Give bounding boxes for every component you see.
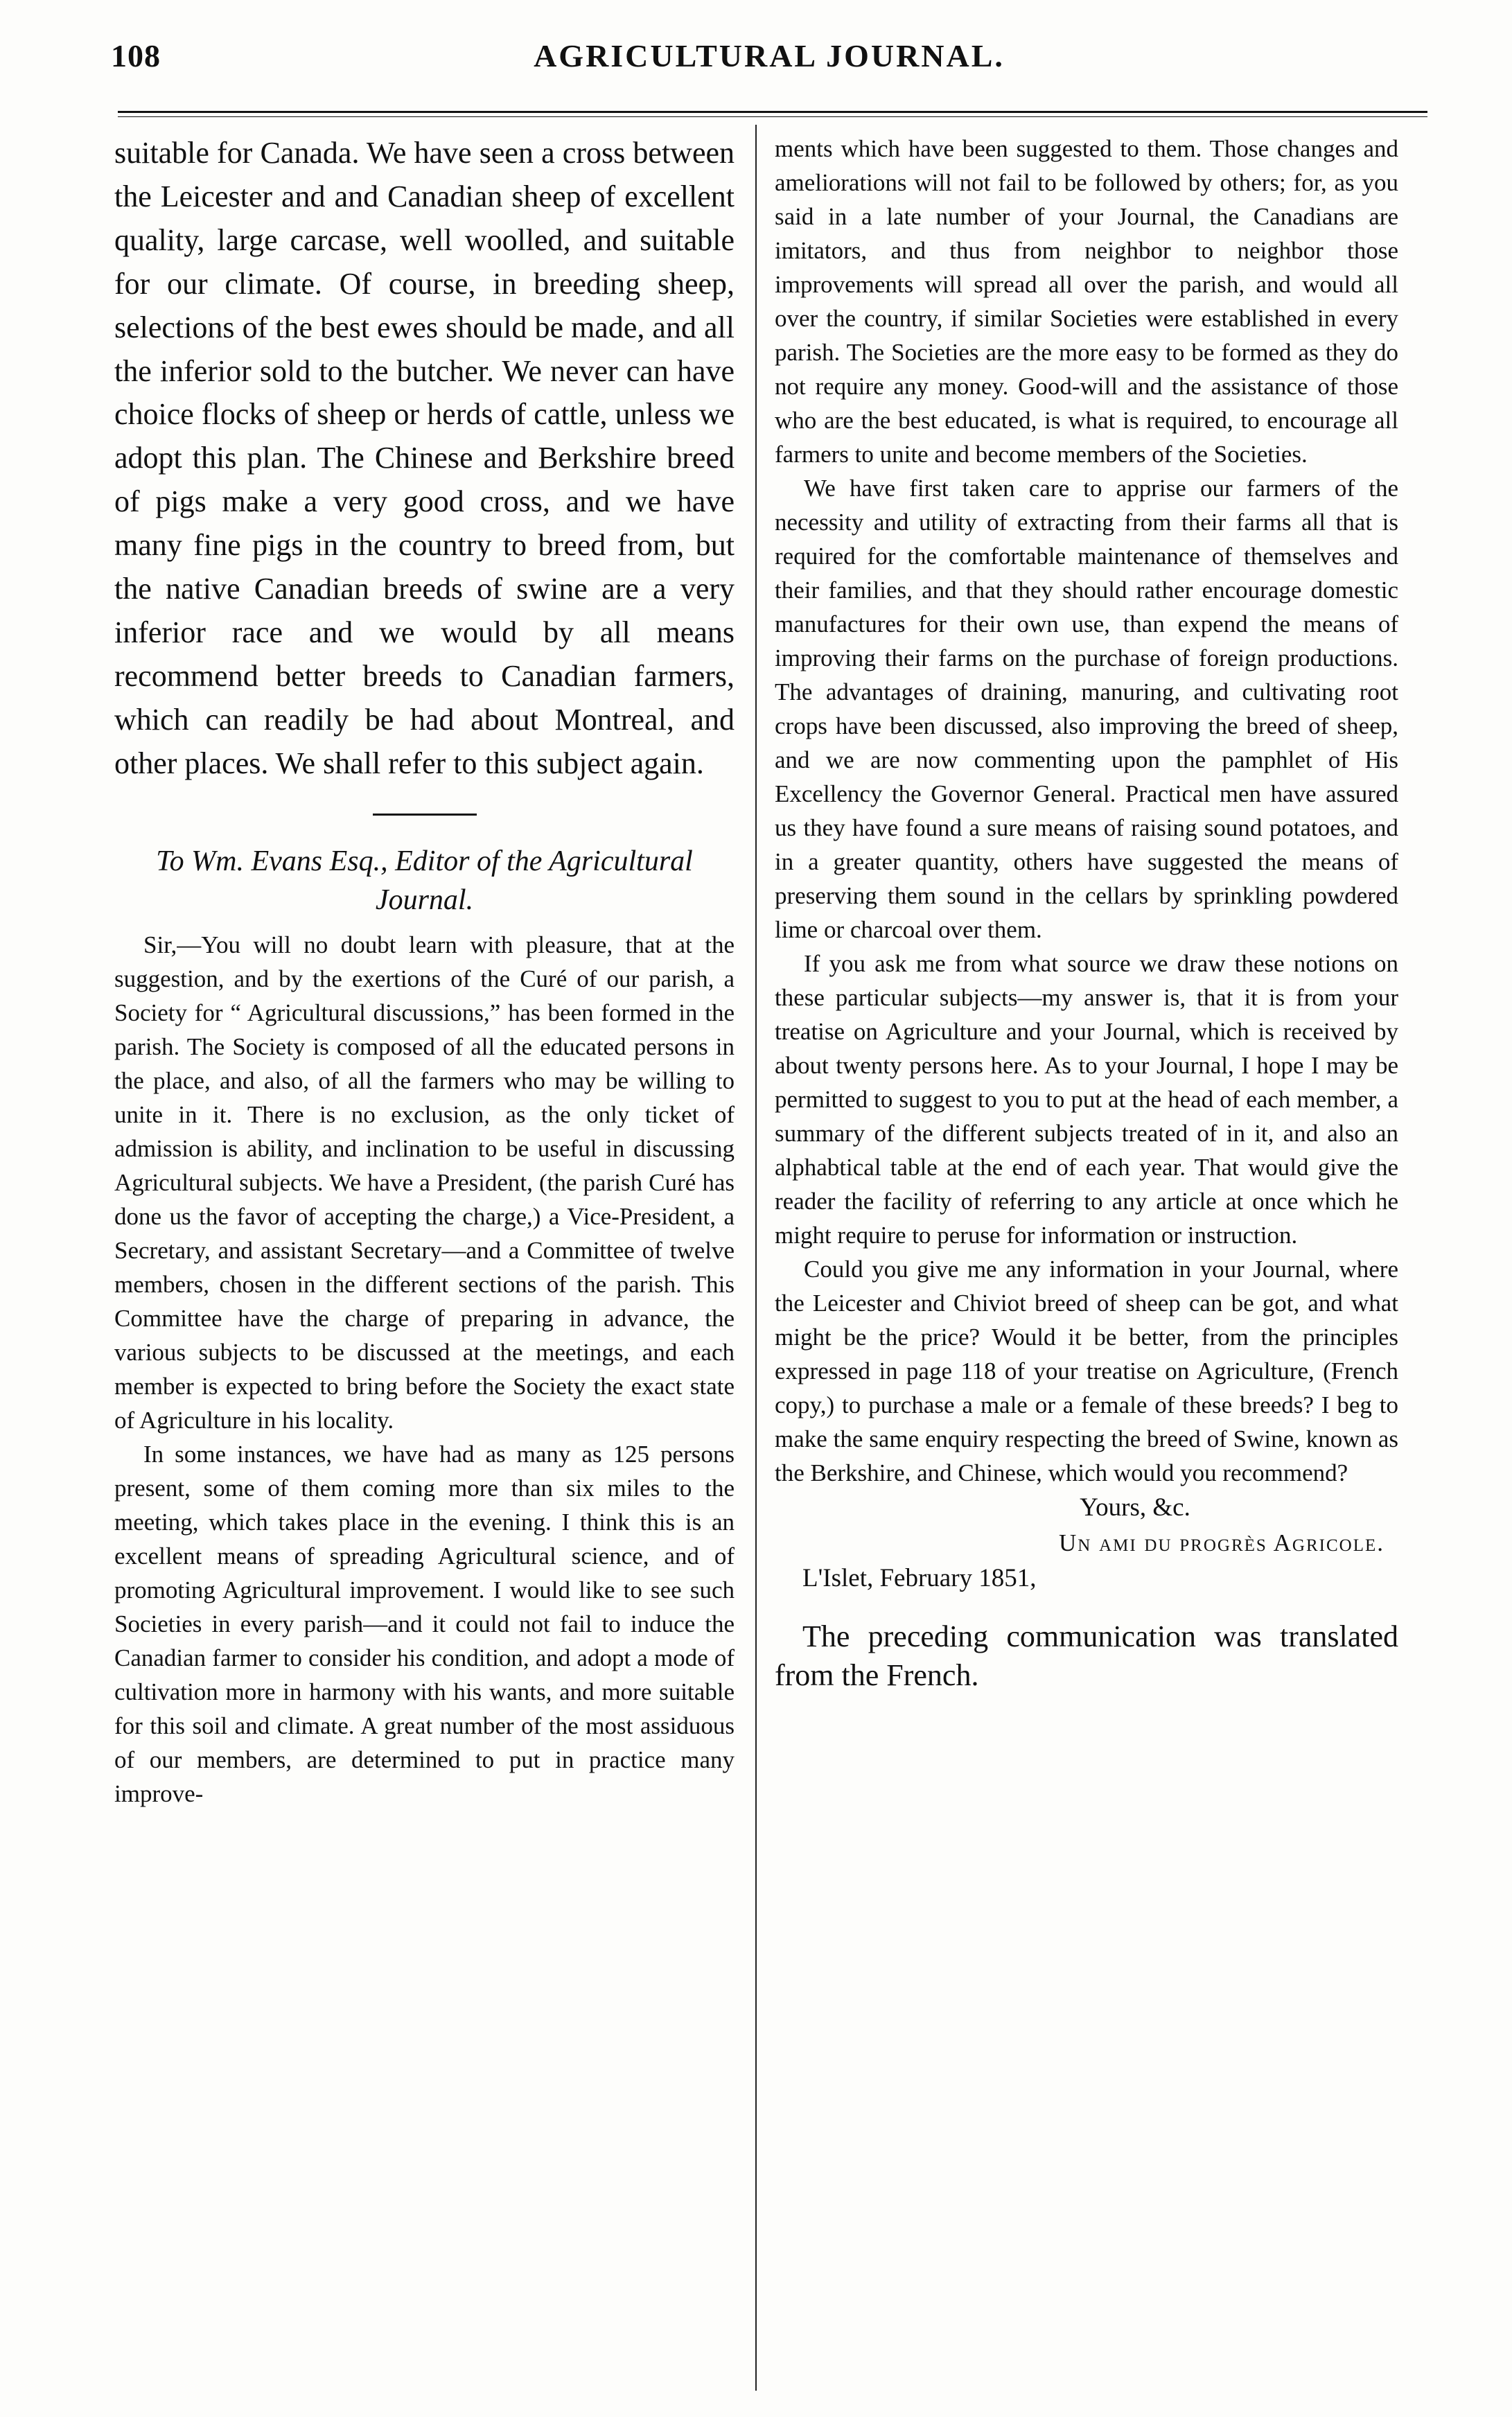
- translator-note: The preceding communication was translated from the French.: [775, 1619, 1398, 1692]
- letter-paragraph: Sir,—You will no doubt learn with pleasure, that at the suggestion, and by the exertions of the Curé of our parish, a Society for “ Agricultural discussions,” has been formed in the parish. The Society is composed of all the educated persons in the place, and also, of all the farmers who may be willing to unite in it. There is no exclusion, as the only ticket of admission is ability, and inclination to be useful in discussing Agricultural subjects. We have a President, (the parish Curé has done us the favor of accepting the charge,) a Vice-President, a Secretary, and assistant Secretary—and a Committee of twelve members, chosen in the different sections of the parish. This Committee have the charge of preparing in advance, the various subjects to be discussed at the meetings, and each member is expected to bring before the Society the exact state of Agriculture in his locality.: [114, 931, 735, 1434]
- header-rule-thin: [118, 116, 1427, 117]
- column-divider: [755, 125, 757, 2391]
- left-column: [114, 132, 735, 1811]
- page-number: 108: [111, 38, 161, 73]
- page-header: [111, 37, 1427, 86]
- letter-paragraph: Could you give me any information in your Journal, where the Leicester and Chiviot breed of sheep can be got, and what might be the price? Would it be better, from the principles expressed in page 118 of your treatise on Agriculture, (French copy,) to purchase a male or a female of these breeds? I beg to make the same enquiry respecting the breed of Swine, known as the Berkshire, and Chinese, which would you recommend?: [775, 1256, 1398, 1486]
- continuation-paragraph: suitable for Canada. We have seen a cross between the Leicester and and Canadian sheep of excellent quality, large carcase, well woolled, and suitable for our climate. Of course, in breeding sheep, selections of the best ewes should be made, and all the inferior sold to the butcher. We never can have choice flocks of sheep or herds of cattle, unless we adopt this plan. The Chinese and Berkshire breed of pigs make a very good cross, and we have many fine pigs in the country to breed from, but the native Canadian breeds of swine are a very inferior race and we would by all means recommend better breeds to Canadian farmers, which can readily be had about Montreal, and other places. We shall refer to this subject again.: [114, 136, 735, 780]
- running-title: AGRICULTURAL JOURNAL.: [534, 38, 1005, 73]
- letter-dateline: L'Islet, February 1851,: [802, 1564, 1037, 1592]
- letter-paragraph: If you ask me from what source we draw these notions on these particular subjects—my answer is, that it is from your treatise on Agriculture and your Journal, which is received by about twenty persons here. As to your Journal, I hope I may be permitted to suggest to you to put at the head of each member, a summary of the different subjects treated of in it, and also an alphabtical table at the end of each year. That would give the reader the facility of referring to any article at once which he might require to peruse for information or instruction.: [775, 950, 1398, 1249]
- letter-signature: Un ami du progrès Agricole.: [1058, 1529, 1384, 1556]
- letter-paragraph: We have first taken care to apprise our farmers of the necessity and utility of extracting from their farms all that is required for the comfortable maintenance of themselves and their families, and that they should rather encourage domestic manufactures for their own use, than expend the means of improving their farms on the purchase of foreign productions. The advantages of draining, manuring, and cultivating root crops have been discussed, also improving the breed of sheep, and we are now commenting upon the pamphlet of His Excellency the Governor General. Practical men have assured us they have found a sure means of raising sound potatoes, and in a greater quantity, others have suggested the means of preserving them sound in the cellars by sprinkling powdered lime or charcoal over them.: [775, 475, 1398, 943]
- letter-signoff: Yours, &c.: [1080, 1493, 1190, 1522]
- letter-address: To Wm. Evans Esq., Editor of the Agricultural Journal.: [156, 845, 693, 916]
- section-separator: [373, 814, 477, 816]
- right-column: [775, 132, 1398, 1695]
- letter-paragraph: In some instances, we have had as many as 125 persons present, some of them coming more than six miles to the meeting, which takes place in the evening. I think this is an excellent means of spreading Agricultural science, and of promoting Agricultural improvement. I would like to see such Societies in every parish—and it could not fail to induce the Canadian farmer to consider his condition, and adopt a mode of cultivation more in harmony with his wants, and more suitable for this soil and climate. A great number of the most assiduous of our members, are determined to put in practice many improve-: [114, 1440, 735, 1807]
- letter-paragraph: ments which have been suggested to them. Those changes and ameliorations will not fail to be followed by others; for, as you said in a late number of your Journal, the Canadians are imitators, and thus from neighbor to neighbor those improvements will spread all over the parish, and would all over the country, if similar Societies were established in every parish. The Societies are the more easy to be formed as they do not require any money. Good-will and the assistance of those who are the best educated, is what is required, to encourage all farmers to unite and become members of the Societies.: [775, 135, 1398, 468]
- header-rule: [118, 111, 1427, 113]
